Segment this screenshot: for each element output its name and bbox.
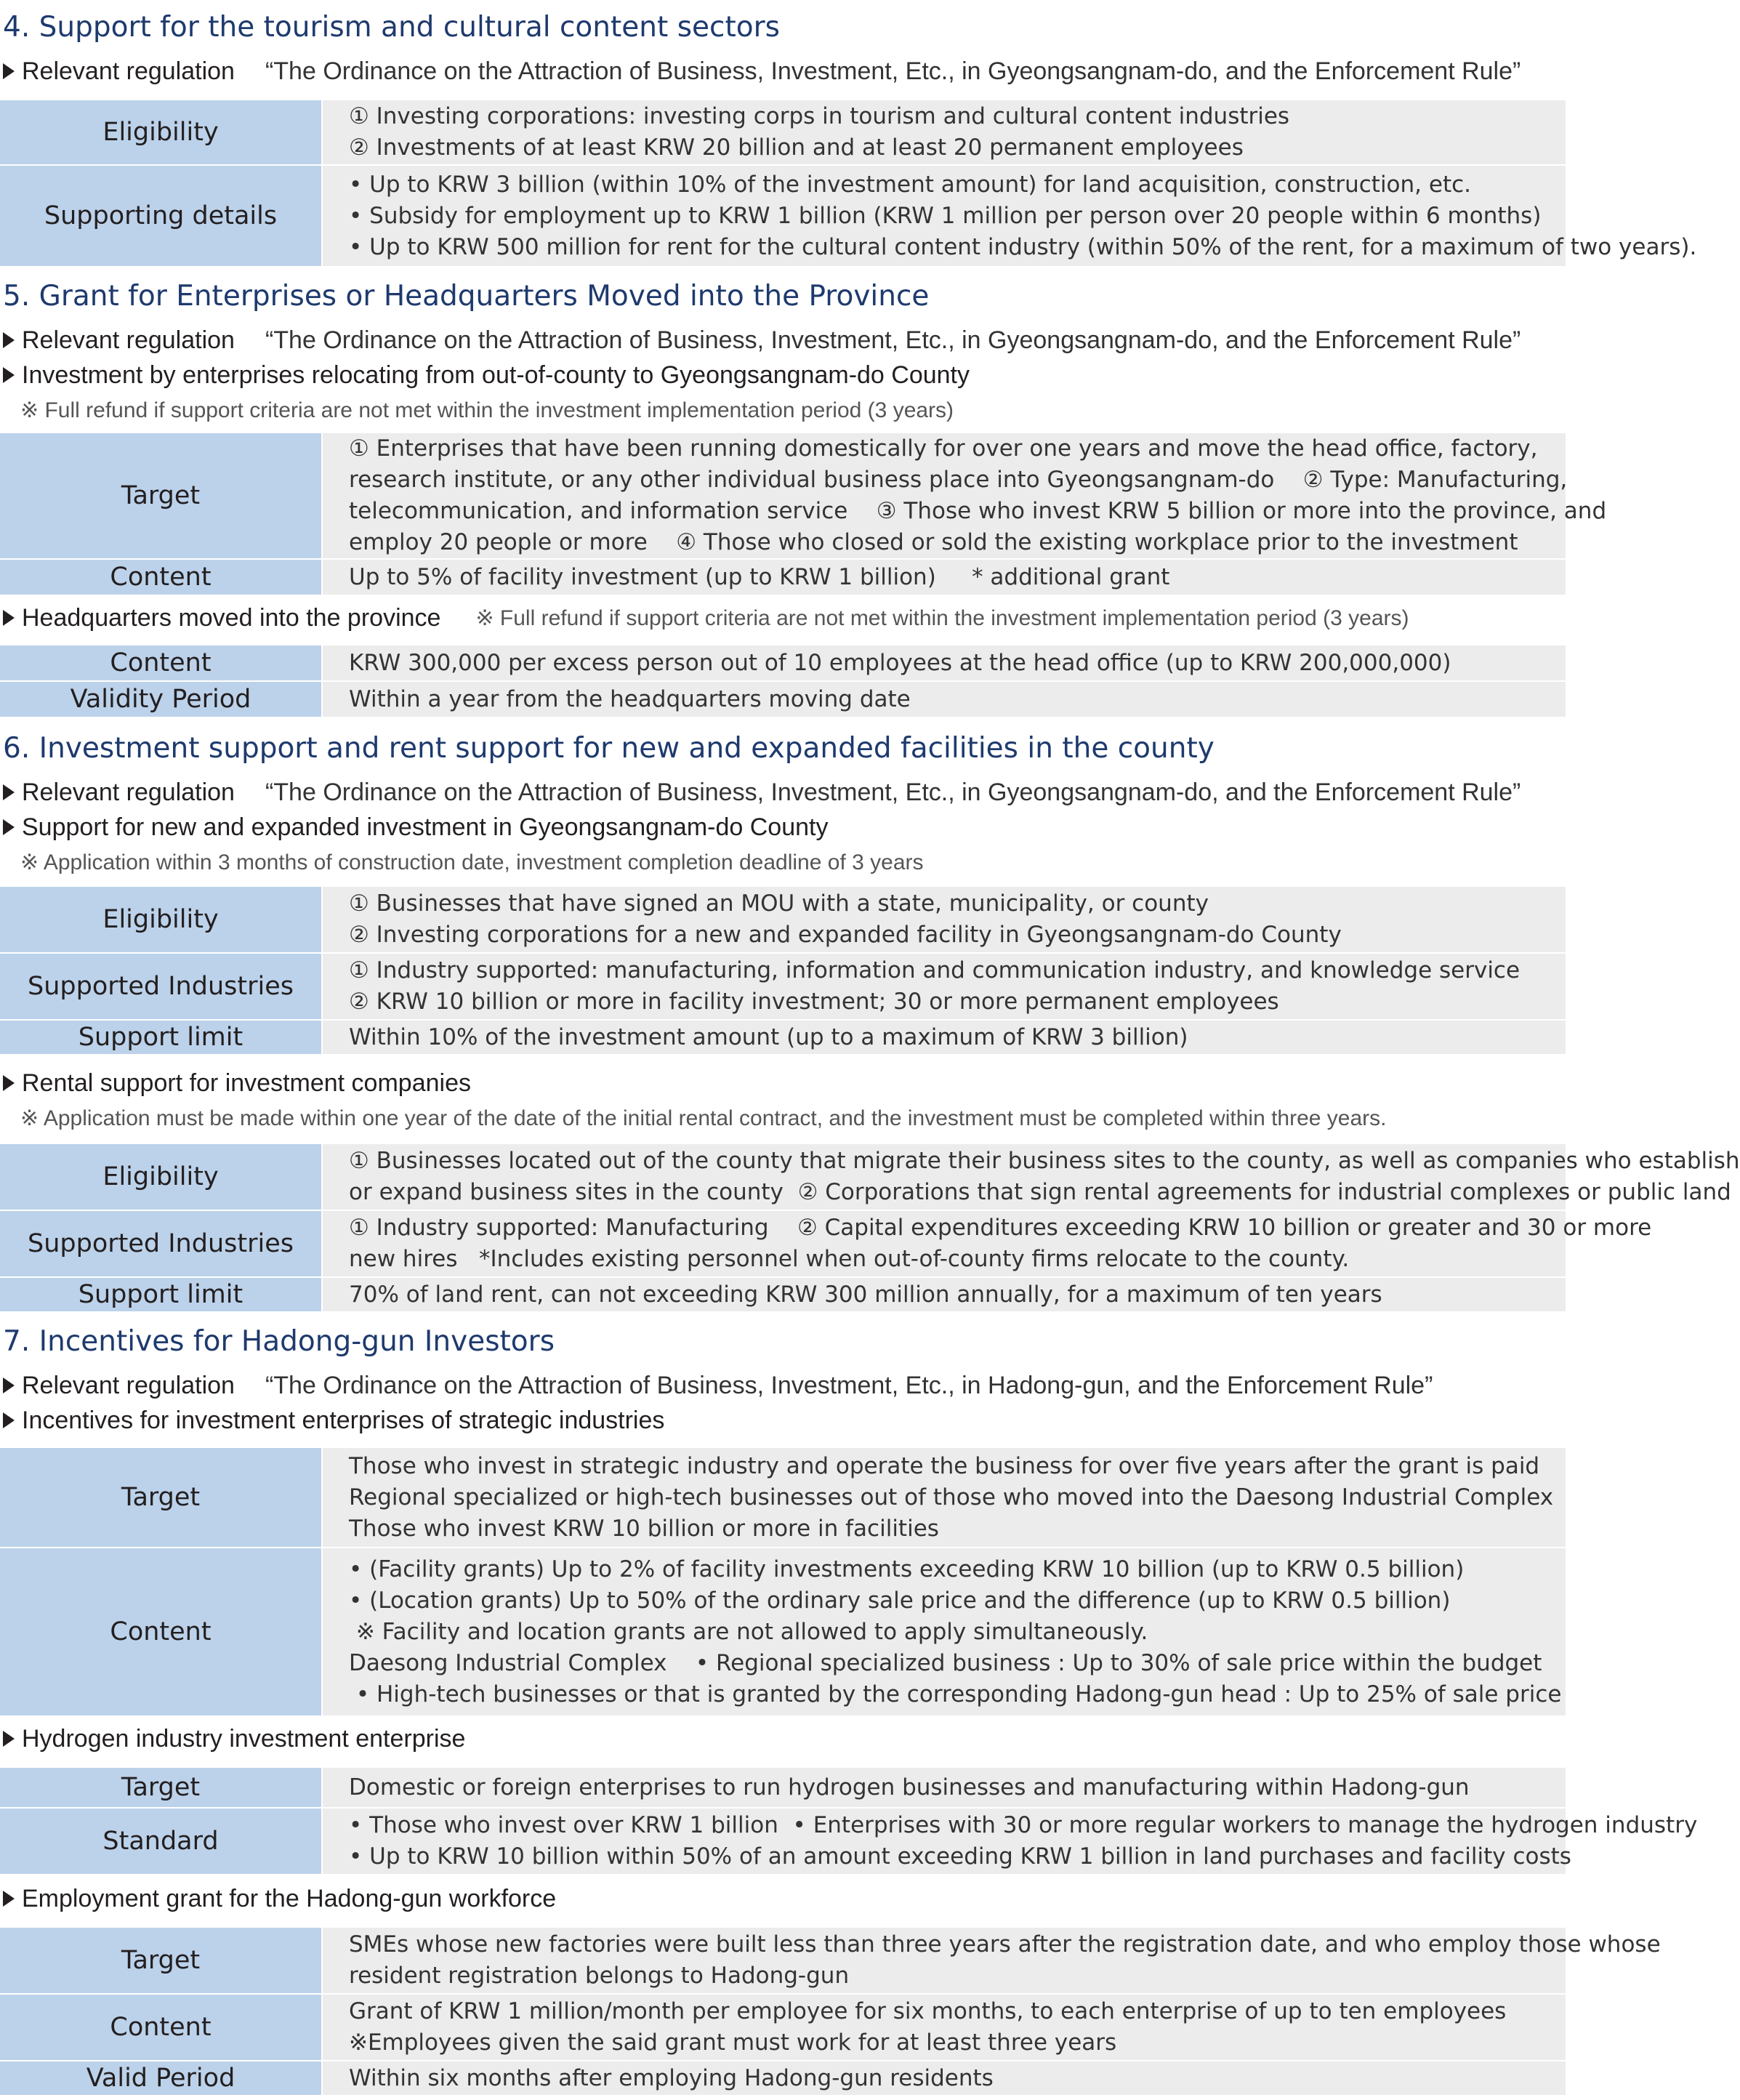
value-line: Within six months after employing Hadong-gun residents [349, 2064, 994, 2091]
value-line: • Those who invest over KRW 1 billion • Enterprises with 30 or more regular workers to manage the hydrogen industry [349, 1812, 1698, 1838]
regulation-label: Relevant regulation [22, 778, 235, 806]
row-label: Eligibility [0, 1143, 322, 1210]
info-table [0, 644, 1566, 718]
row-label: Validity Period [0, 681, 322, 717]
row-label: Valid Period [0, 2061, 322, 2096]
value-line: Daesong Industrial Complex • Regional specialized business : Up to 30% of sale price within the budget [349, 1649, 1542, 1676]
row-value [322, 100, 1566, 165]
table-row [0, 1020, 1566, 1055]
table-row [0, 953, 1566, 1020]
row-label: Support limit [0, 1020, 322, 1055]
value-line: • Up to KRW 3 billion (within 10% of the investment amount) for land acquisition, construction, etc. [349, 171, 1472, 198]
table-row [0, 681, 1566, 717]
triangle-bullet-icon [3, 1377, 15, 1393]
table-row [0, 1808, 1566, 1875]
regulation-text: “The Ordinance on the Attraction of Business, Investment, Etc., in Gyeongsangnam-do, and the Enforcement Rule” [265, 326, 1521, 354]
value-line: employ 20 people or more ④ Those who closed or sold the existing workplace prior to the investment [349, 529, 1518, 555]
row-value [322, 165, 1697, 267]
info-table [0, 885, 1566, 1055]
subsection-heading: Headquarters moved into the province ※ Full refund if support criteria are not met within the investment implementation period (3 years) [0, 596, 1566, 640]
value-line: or expand business sites in the county ② Corporations that sign rental agreements for industrial complexes or public land [349, 1179, 1731, 1205]
row-value [322, 681, 1566, 717]
value-line: • Up to KRW 500 million for rent for the cultural content industry (within 50% of the rent, for a maximum of two years). [349, 233, 1697, 260]
row-label: Target [0, 1767, 322, 1808]
value-line: ① Industry supported: Manufacturing ② Capital expenditures exceeding KRW 10 billion or greater and 30 or more [349, 1215, 1652, 1241]
info-table [0, 1766, 1698, 1875]
value-line: SMEs whose new factories were built less than three years after the registration date, and who employ those whose [349, 1931, 1661, 1958]
table-row [0, 1548, 1566, 1716]
triangle-bullet-icon [3, 1412, 15, 1428]
section-title: 7. Incentives for Hadong-gun Investors [3, 1324, 555, 1358]
row-value [322, 2061, 1566, 2096]
value-line: ① Businesses that have signed an MOU with a state, municipality, or county [349, 890, 1209, 917]
subsection-heading: Employment grant for the Hadong-gun workforce [0, 1881, 1566, 1916]
value-line: ② Investing corporations for a new and expanded facility in Gyeongsangnam-do County [349, 922, 1342, 948]
subsection-heading: Hydrogen industry investment enterprise [0, 1721, 1566, 1756]
value-line: ① Industry supported: manufacturing, information and communication industry, and knowledge service [349, 957, 1521, 983]
table-row [0, 1767, 1566, 1808]
value-line: new hires *Includes existing personnel when out-of-county firms relocate to the county. [349, 1246, 1350, 1272]
value-line: ① Businesses located out of the county that migrate their business sites to the county, as well as companies who establish [349, 1148, 1740, 1174]
triangle-bullet-icon [3, 63, 15, 79]
value-line: ② KRW 10 billion or more in facility investment; 30 or more permanent employees [349, 989, 1279, 1015]
value-line: KRW 300,000 per excess person out of 10 employees at the head office (up to KRW 200,000,000) [349, 649, 1451, 676]
table-row [0, 1927, 1566, 1994]
triangle-bullet-icon [3, 332, 15, 348]
table-row [0, 1143, 1566, 1210]
value-line: ※ Facility and location grants are not allowed to apply simultaneously. [349, 1618, 1148, 1645]
section-4 [0, 0, 1697, 267]
regulation-line [0, 1368, 1566, 1403]
value-line: • High-tech businesses or that is granted by the corresponding Hadong-gun head : Up to 25% of sale price [349, 1681, 1562, 1707]
triangle-bullet-icon [3, 819, 15, 835]
table-row [0, 165, 1566, 267]
row-value [322, 1994, 1566, 2061]
value-line: ※Employees given the said grant must work for at least three years [349, 2029, 1117, 2056]
triangle-bullet-icon [3, 1891, 15, 1907]
value-line: Those who invest KRW 10 billion or more in facilities [349, 1515, 939, 1542]
note-text: ※ Application must be made within one year of the date of the initial rental contract, and the investment must be completed within three years. [20, 1106, 1387, 1130]
regulation-text: “The Ordinance on the Attraction of Business, Investment, Etc., in Gyeongsangnam-do, and the Enforcement Rule” [265, 778, 1521, 806]
triangle-bullet-icon [3, 784, 15, 800]
row-value [322, 1447, 1566, 1548]
value-line: Up to 5% of facility investment (up to KRW 1 billion) * additional grant [349, 563, 1170, 590]
info-table [0, 1447, 1566, 1717]
row-label: Support limit [0, 1277, 322, 1312]
note-text: ※ Application within 3 months of construction date, investment completion deadline of 3 years [20, 850, 924, 874]
row-label: Content [0, 1548, 322, 1716]
subsection-heading: Incentives for investment enterprises of strategic industries [0, 1403, 1566, 1438]
row-label: Standard [0, 1808, 322, 1875]
triangle-bullet-icon [3, 1731, 15, 1747]
value-line: ① Investing corporations: investing corps in tourism and cultural content industries [349, 103, 1290, 129]
row-value [322, 1548, 1566, 1716]
row-value [322, 953, 1566, 1020]
value-line: • (Facility grants) Up to 2% of facility investments exceeding KRW 10 billion (up to KRW 0.5 billion) [349, 1556, 1465, 1582]
row-value [322, 1927, 1661, 1994]
row-label: Supporting details [0, 165, 322, 267]
row-label: Content [0, 559, 322, 595]
row-value [322, 1767, 1566, 1808]
table-row [0, 433, 1566, 559]
table-row [0, 1277, 1566, 1312]
regulation-line [0, 323, 1566, 358]
row-label: Target [0, 433, 322, 559]
value-line: ② Investments of at least KRW 20 billion and at least 20 permanent employees [349, 134, 1244, 161]
regulation-text: “The Ordinance on the Attraction of Business, Investment, Etc., in Gyeongsangnam-do, and the Enforcement Rule” [265, 57, 1521, 85]
value-line: telecommunication, and information service ③ Those who invest KRW 5 billion or more into the province, and [349, 498, 1607, 524]
info-table [0, 99, 1697, 267]
table-row [0, 2061, 1566, 2096]
row-value [322, 559, 1566, 595]
section-7 [0, 1314, 1698, 2096]
section-title: 6. Investment support and rent support for new and expanded facilities in the county [3, 731, 1215, 765]
row-label: Eligibility [0, 100, 322, 165]
note-text: ※ Full refund if support criteria are not met within the investment implementation period (3 years) [20, 398, 954, 422]
section-title: 5. Grant for Enterprises or Headquarters Moved into the Province [3, 279, 930, 313]
value-line: research institute, or any other individual business place into Gyeongsangnam-do ② Type: Manufacturing, [349, 467, 1568, 493]
row-value [322, 433, 1607, 559]
row-value [322, 645, 1566, 681]
regulation-text: “The Ordinance on the Attraction of Business, Investment, Etc., in Hadong-gun, and the Enforcement Rule” [265, 1371, 1433, 1399]
subsection-heading: Rental support for investment companies [0, 1066, 1566, 1101]
table-row [0, 1210, 1566, 1277]
info-table [0, 432, 1607, 596]
regulation-label: Relevant regulation [22, 1371, 235, 1399]
regulation-label: Relevant regulation [22, 326, 235, 354]
triangle-bullet-icon [3, 367, 15, 383]
row-label: Supported Industries [0, 953, 322, 1020]
value-line: Within 10% of the investment amount (up to a maximum of KRW 3 billion) [349, 1023, 1188, 1050]
row-value [322, 1277, 1566, 1312]
info-table [0, 1926, 1661, 2096]
value-line: Grant of KRW 1 million/month per employee for six months, to each enterprise of up to ten employees [349, 1998, 1507, 2024]
table-row [0, 559, 1566, 595]
triangle-bullet-icon [3, 610, 15, 626]
subsection-heading: Support for new and expanded investment in Gyeongsangnam-do County [0, 810, 1566, 845]
value-line: resident registration belongs to Hadong-gun [349, 1963, 850, 1989]
row-value [322, 1143, 1740, 1210]
row-label: Target [0, 1447, 322, 1548]
value-line: Regional specialized or high-tech businesses out of those who moved into the Daesong Industrial Complex [349, 1484, 1554, 1510]
table-row [0, 100, 1566, 165]
row-label: Content [0, 645, 322, 681]
table-row [0, 886, 1566, 953]
table-row [0, 1994, 1566, 2061]
regulation-line [0, 54, 1566, 89]
regulation-label: Relevant regulation [22, 57, 235, 85]
value-line: Within a year from the headquarters moving date [349, 685, 911, 712]
row-value [322, 1210, 1652, 1277]
table-row [0, 645, 1566, 681]
row-value [322, 1020, 1566, 1055]
value-line: • (Location grants) Up to 50% of the ordinary sale price and the difference (up to KRW 0.5 billion) [349, 1587, 1451, 1614]
regulation-line [0, 775, 1566, 810]
row-value [322, 886, 1566, 953]
info-table [0, 1143, 1740, 1313]
section-6 [0, 721, 1740, 1313]
row-label: Content [0, 1994, 322, 2061]
subsection-heading: Investment by enterprises relocating from out-of-county to Gyeongsangnam-do County [0, 358, 1566, 393]
value-line: 70% of land rent, can not exceeding KRW 300 million annually, for a maximum of ten years [349, 1281, 1382, 1308]
row-label: Eligibility [0, 886, 322, 953]
triangle-bullet-icon [3, 1075, 15, 1091]
row-label: Target [0, 1927, 322, 1994]
value-line: • Up to KRW 10 billion within 50% of an amount exceeding KRW 1 billion in land purchases and facility costs [349, 1843, 1571, 1870]
section-5 [0, 269, 1607, 718]
row-value [322, 1808, 1698, 1875]
table-row [0, 1447, 1566, 1548]
value-line: Those who invest in strategic industry and operate the business for over five years after the grant is paid [349, 1452, 1540, 1479]
value-line: • Subsidy for employment up to KRW 1 billion (KRW 1 million per person over 20 people within 6 months) [349, 202, 1542, 229]
section-title: 4. Support for the tourism and cultural content sectors [3, 10, 780, 44]
note-text: ※ Full refund if support criteria are not met within the investment implementation period (3 years) [475, 606, 1409, 630]
value-line: Domestic or foreign enterprises to run hydrogen businesses and manufacturing within Hadong-gun [349, 1774, 1470, 1801]
row-label: Supported Industries [0, 1210, 322, 1277]
value-line: ① Enterprises that have been running domestically for over one years and move the head office, factory, [349, 435, 1538, 462]
